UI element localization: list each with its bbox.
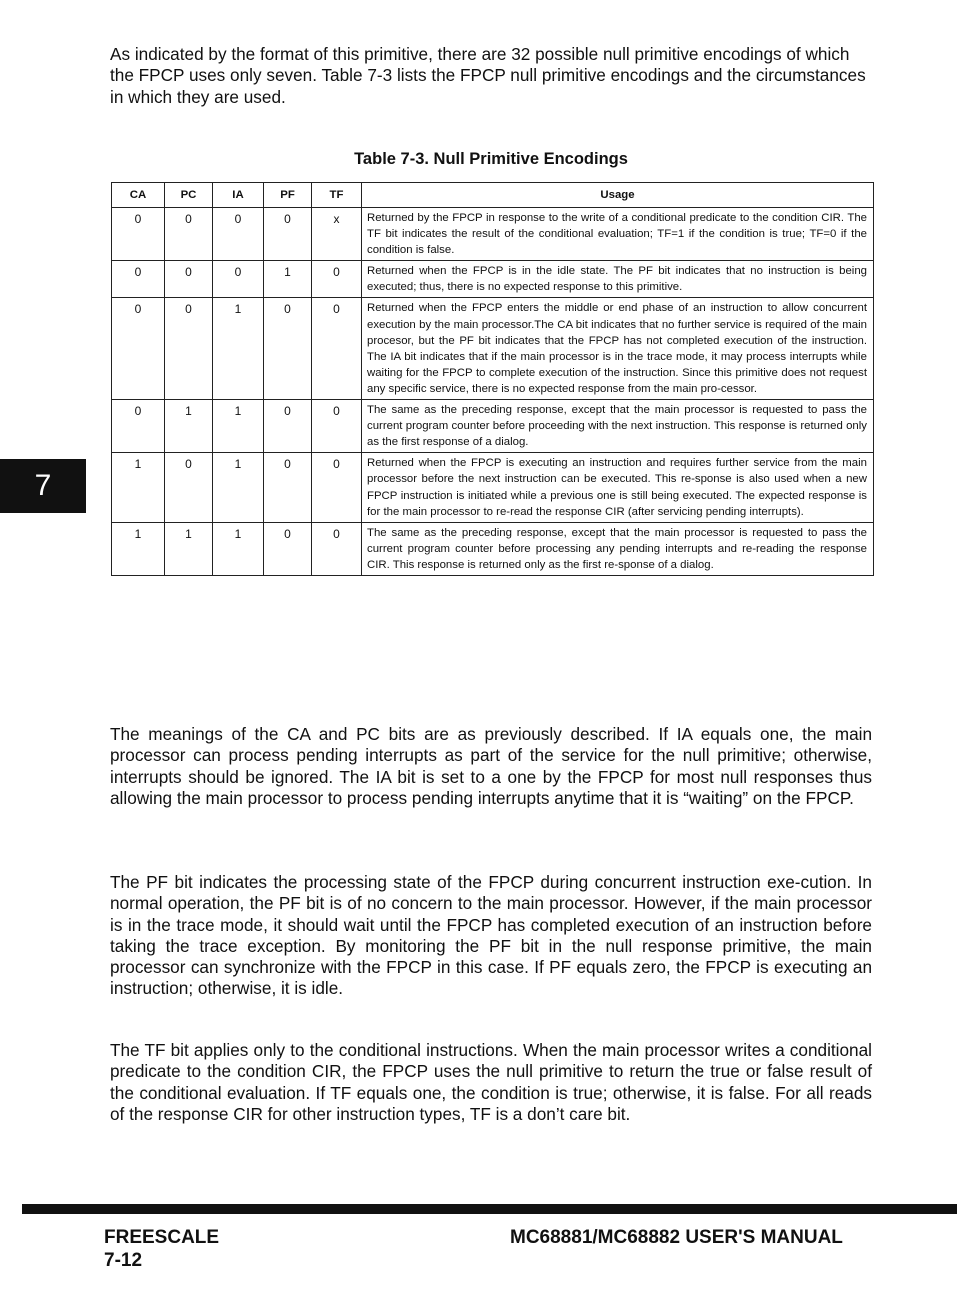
cell-ia: 1 <box>213 522 264 575</box>
cell-tf: x <box>312 208 362 261</box>
cell-pc: 1 <box>165 400 213 453</box>
cell-usage: Returned when the FPCP is in the idle state. The PF bit indicates that no instruction is being executed; thus, there is no expected response to this primitive. <box>362 261 874 298</box>
cell-ca: 0 <box>112 298 165 400</box>
cell-tf: 0 <box>312 261 362 298</box>
cell-pf: 0 <box>264 208 312 261</box>
cell-ia: 0 <box>213 261 264 298</box>
cell-pc: 0 <box>165 298 213 400</box>
table-row <box>112 208 874 261</box>
cell-pc: 0 <box>165 453 213 522</box>
footer-publisher: FREESCALE <box>104 1227 220 1248</box>
header-ca: CA <box>112 183 165 208</box>
cell-pc: 0 <box>165 208 213 261</box>
null-primitive-encodings-table <box>111 182 874 576</box>
table-title: Table 7-3. Null Primitive Encodings <box>354 150 628 168</box>
cell-tf: 0 <box>312 522 362 575</box>
cell-ca: 0 <box>112 208 165 261</box>
cell-pf: 1 <box>264 261 312 298</box>
cell-ca: 0 <box>112 261 165 298</box>
header-tf: TF <box>312 183 362 208</box>
header-pf: PF <box>264 183 312 208</box>
cell-ia: 0 <box>213 208 264 261</box>
table-row <box>112 400 874 453</box>
footer-manual-title: MC68881/MC68882 USER'S MANUAL <box>510 1227 843 1248</box>
table-row <box>112 522 874 575</box>
cell-ca: 0 <box>112 400 165 453</box>
body-paragraph: The TF bit applies only to the conditional instructions. When the main processor writes a conditional predicate to the condition CIR, the FPCP uses the null primitive to return the true or false result of the conditional evaluation. If TF equals one, the condition is true; otherwise, it is false. For all reads of the response CIR for other instruction types, TF is a don’t care bit. <box>110 1040 872 1124</box>
header-usage: Usage <box>362 183 874 208</box>
intro-paragraph: As indicated by the format of this primitive, there are 32 possible null primitive encodings of which the FPCP uses only seven. Table 7-3 lists the FPCP null primitive encodings and the circumstances in which they are used. <box>110 44 866 107</box>
cell-tf: 0 <box>312 298 362 400</box>
table-row <box>112 261 874 298</box>
cell-ia: 1 <box>213 453 264 522</box>
body-paragraph: The PF bit indicates the processing state of the FPCP during concurrent instruction exe-cution. In normal operation, the PF bit is of no concern to the main processor. However, if the main processor is in the trace mode, it should wait until the FPCP has completed execution of an instruction before taking the trace exception. By monitoring the PF bit in the null response primitive, the main processor can synchronize with the FPCP in this case. If PF equals zero, the FPCP is executing an instruction; otherwise, it is idle. <box>110 872 872 999</box>
cell-usage: The same as the preceding response, except that the main processor is requested to pass the current program counter before processing any pending interrupts and re-reading the response CIR. This response is returned only as the first re-sponse of a dialog. <box>362 522 874 575</box>
table-row <box>112 298 874 400</box>
cell-pc: 0 <box>165 261 213 298</box>
header-ia: IA <box>213 183 264 208</box>
chapter-tab: 7 <box>0 459 86 513</box>
footer-page-number: 7-12 <box>104 1250 143 1271</box>
table-header-row <box>112 183 874 208</box>
cell-usage: Returned when the FPCP enters the middle or end phase of an instruction to allow concurrent execution by the main processor.The CA bit indicates that no further service is required of the main procesor, but the PF bit indicates that the FPCP has not completed execution of the instruction. The IA bit indicates that if the main processor is in the trace mode, it may process interrupts while waiting for the FPCP to complete execution of the instruction. Since this primitive does not request any specific service, there is no expected response from the main pro-cessor. <box>362 298 874 400</box>
cell-usage: Returned by the FPCP in response to the write of a conditional predicate to the condition CIR. The TF bit indicates the result of the conditional evaluation; TF=1 if the condition is true; TF=0 if the condition is false. <box>362 208 874 261</box>
cell-tf: 0 <box>312 453 362 522</box>
body-paragraph: The meanings of the CA and PC bits are as previously described. If IA equals one, the main processor can process pending interrupts as part of the service for the null primitive; otherwise, interrupts should be ignored. The IA bit is set to a one by the FPCP for most null responses thus allowing the main processor to process pending interrupts anytime that it is “waiting” on the FPCP. <box>110 724 872 808</box>
cell-ca: 1 <box>112 522 165 575</box>
cell-ia: 1 <box>213 400 264 453</box>
table-row <box>112 453 874 522</box>
cell-pf: 0 <box>264 400 312 453</box>
cell-usage: The same as the preceding response, except that the main processor is requested to pass the current program counter before proceeding with the next instruction. This response is returned only as the first response of a dialog. <box>362 400 874 453</box>
cell-usage: Returned when the FPCP is executing an instruction and requires further service from the main processor before the next instruction can be executed. This re-sponse is also used when a new FPCP instruction is initiated while a previous one is still being executed. The expected response is for the main processor to re-read the response CIR (after servicing pending interrupts). <box>362 453 874 522</box>
cell-ia: 1 <box>213 298 264 400</box>
cell-pf: 0 <box>264 453 312 522</box>
cell-pc: 1 <box>165 522 213 575</box>
cell-pf: 0 <box>264 522 312 575</box>
cell-pf: 0 <box>264 298 312 400</box>
footer-rule <box>22 1204 957 1214</box>
footer-left <box>104 1226 219 1272</box>
cell-ca: 1 <box>112 453 165 522</box>
cell-tf: 0 <box>312 400 362 453</box>
header-pc: PC <box>165 183 213 208</box>
